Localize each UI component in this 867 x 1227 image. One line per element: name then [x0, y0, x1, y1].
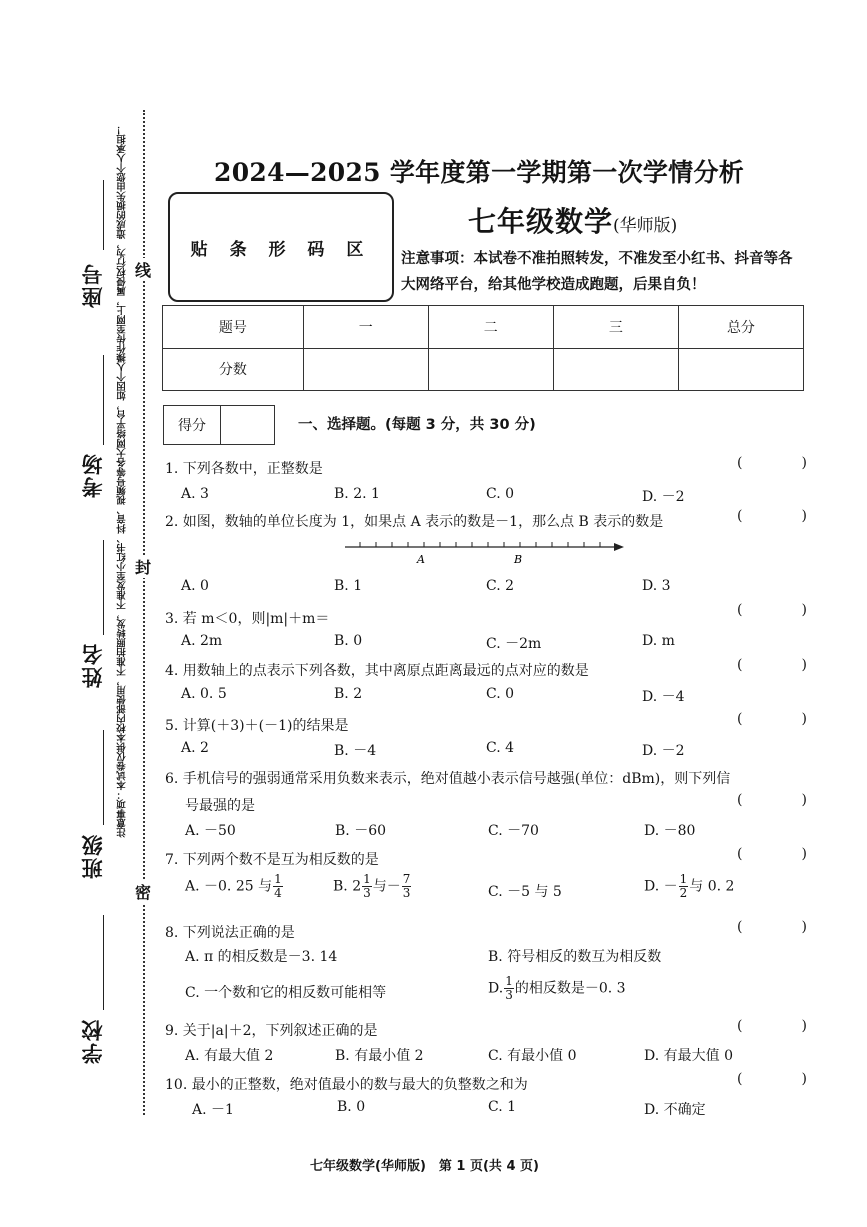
option-a-text: A. －0. 25 与 [185, 878, 273, 895]
fraction-denominator: 3 [363, 886, 371, 900]
option-b: B. 有最小值 2 [335, 1048, 424, 1064]
section-score-label: 得分 [164, 406, 221, 444]
fraction-denominator: 4 [274, 886, 282, 900]
option-b: B. 符号相反的数互为相反数 [488, 949, 662, 965]
subject-edition: (华师版) [613, 216, 678, 236]
option-c: C. 有最小值 0 [488, 1048, 577, 1064]
option-c: C. 一个数和它的相反数可能相等 [185, 985, 387, 1001]
paren-open: ( [737, 919, 743, 935]
answer-blank[interactable] [737, 508, 807, 524]
seat-number-label: 座号 [81, 262, 105, 308]
question-stem: 2. 如图，数轴的单位长度为 1，如果点 A 表示的数是－1，那么点 B 表示的数是 [165, 514, 664, 530]
paren-open: ( [737, 657, 743, 673]
question-6 [165, 768, 805, 788]
section-title: 一、选择题。(每题 3 分，共 30 分) [298, 417, 536, 433]
exam-room-label: 考场 [81, 452, 105, 498]
cut-mark-secret: 密 [135, 880, 151, 903]
section-score-entry[interactable] [221, 406, 274, 444]
option-d: D. －2 [642, 743, 685, 759]
fraction-denominator: 2 [679, 886, 688, 900]
option-d-text: D. － [644, 878, 678, 895]
header-notice: 注意事项：本试卷不准拍照转发，不准发至小红书、抖音等各大网络平台，给其他学校造成跑题，后果自负！ [401, 251, 793, 293]
question-stem: 8. 下列说法正确的是 [165, 925, 295, 941]
strip-notice: 注意事项：本试卷仅供本校内部使用，不准拍照转发，不准发至小红书、抖音、视频号等各大网络平台，如因个人操作传至网上，属侵权行为，造成的损失由您个人承担！ [117, 125, 128, 838]
answer-blank[interactable] [737, 1071, 807, 1087]
option-b-text: B. 2 [333, 878, 362, 895]
class-line [103, 730, 104, 825]
paren-open: ( [737, 602, 743, 618]
fraction-numerator: 1 [505, 974, 513, 988]
option-b: B. 0 [337, 1099, 366, 1115]
option-c: C. －2m [486, 636, 542, 652]
paren-close: ) [801, 1018, 807, 1034]
question-7 [165, 849, 805, 869]
answer-blank[interactable] [737, 846, 807, 862]
fraction [402, 873, 412, 900]
option-a: A. 0. 5 [181, 686, 227, 702]
option-d: D. 3 [642, 578, 671, 594]
answer-blank[interactable] [737, 711, 807, 727]
answer-blank[interactable] [737, 602, 807, 618]
number-line-figure [340, 535, 630, 569]
paren-close: ) [801, 657, 807, 673]
score-entry-cell[interactable] [303, 348, 428, 391]
fraction-numerator: 1 [679, 872, 688, 886]
fraction-numerator: 7 [402, 872, 411, 886]
fraction-denominator: 3 [402, 886, 411, 900]
option-d: D. －2 [642, 489, 685, 505]
fraction [679, 873, 689, 900]
paren-open: ( [737, 711, 743, 727]
cut-mark-seal: 封 [135, 555, 151, 578]
fraction-denominator: 3 [505, 988, 513, 1002]
fraction [273, 873, 283, 900]
option-a: A. 0 [181, 578, 209, 594]
page-footer: 七年级数学(华师版) 第 1 页(共 4 页) [310, 1159, 539, 1174]
score-entry-cell[interactable] [428, 348, 553, 391]
score-table-header-row [163, 306, 804, 349]
question-stem: 5. 计算(＋3)＋(－1)的结果是 [165, 718, 349, 734]
answer-blank[interactable] [737, 455, 807, 471]
option-d: D. 有最大值 0 [644, 1048, 733, 1064]
option-c: C. 0 [486, 486, 515, 502]
option-c: C. －5 与 5 [488, 884, 562, 900]
paren-open: ( [737, 846, 743, 862]
question-stem: 4. 用数轴上的点表示下列各数，其中离原点距离最远的点对应的数是 [165, 663, 589, 679]
fraction [504, 975, 514, 1002]
paren-open: ( [737, 508, 743, 524]
question-stem: 9. 关于|a|＋2，下列叙述正确的是 [165, 1023, 378, 1039]
question-stem: 1. 下列各数中，正整数是 [165, 461, 323, 477]
option-b-text-2: 与－ [372, 878, 401, 895]
option-a [185, 873, 284, 900]
score-table-cell: 一 [303, 306, 428, 349]
option-d [644, 873, 734, 900]
question-10 [165, 1074, 805, 1094]
option-a: A. 3 [181, 486, 209, 502]
paren-open: ( [737, 1018, 743, 1034]
fraction [362, 873, 372, 900]
option-d-text-2: 与 0. 2 [689, 878, 735, 895]
paren-close: ) [801, 1071, 807, 1087]
option-b: B. 2. 1 [334, 486, 380, 502]
paren-close: ) [801, 919, 807, 935]
option-d: D. －80 [644, 823, 696, 839]
cut-mark-line: 线 [135, 258, 151, 281]
answer-blank[interactable] [737, 1018, 807, 1034]
option-a: A. 2 [181, 740, 209, 756]
class-label: 班级 [81, 833, 105, 879]
option-d [488, 975, 626, 1002]
option-b: B. 0 [334, 633, 363, 649]
option-c: C. 2 [486, 578, 515, 594]
option-b [333, 873, 412, 900]
paren-open: ( [737, 455, 743, 471]
subject-heading [468, 200, 677, 240]
question-stem: 7. 下列两个数不是互为相反数的是 [165, 852, 379, 868]
paren-close: ) [801, 792, 807, 808]
option-a: A. －50 [185, 823, 236, 839]
answer-blank[interactable] [737, 919, 807, 935]
option-a: A. －1 [192, 1102, 234, 1118]
option-d-text: D. [488, 980, 504, 997]
option-c: C. 1 [488, 1099, 517, 1115]
answer-blank[interactable] [737, 657, 807, 673]
score-table-cell: 总分 [678, 306, 803, 349]
option-d: D. 不确定 [644, 1102, 706, 1118]
question-6-continued [185, 795, 825, 815]
paren-close: ) [801, 455, 807, 471]
question-9 [165, 1020, 805, 1040]
fraction-numerator: 1 [274, 872, 282, 886]
exam-room-line [103, 355, 104, 445]
fraction-numerator: 1 [363, 872, 371, 886]
paren-close: ) [801, 711, 807, 727]
question-stem: 6. 手机信号的强弱通常采用负数来表示，绝对值越小表示信号越强(单位：dBm)，则下列信 [165, 771, 731, 787]
score-table [162, 305, 804, 391]
subject-name: 七年级数学 [468, 205, 614, 238]
score-entry-cell[interactable] [553, 348, 678, 391]
option-d-text-2: 的相反数是－0. 3 [514, 980, 626, 997]
option-c: C. －70 [488, 823, 539, 839]
option-b: B. －4 [334, 743, 377, 759]
paren-open: ( [737, 1071, 743, 1087]
question-4 [165, 660, 805, 680]
option-c: C. 4 [486, 740, 515, 756]
question-1 [165, 458, 805, 478]
question-3 [165, 608, 805, 628]
question-2 [165, 511, 805, 531]
answer-blank[interactable] [737, 792, 807, 808]
option-b: B. －60 [335, 823, 387, 839]
paren-close: ) [801, 508, 807, 524]
axis-point-b-label: B [514, 553, 523, 566]
question-5 [165, 715, 805, 735]
question-stem: 10. 最小的正整数，绝对值最小的数与最大的负整数之和为 [165, 1077, 528, 1093]
score-table-cell: 二 [428, 306, 553, 349]
option-a: A. 2m [181, 633, 223, 649]
barcode-area: 贴 条 形 码 区 [168, 192, 394, 302]
score-table-score-row [163, 348, 804, 391]
score-table-cell: 三 [553, 306, 678, 349]
name-label: 姓名 [81, 642, 105, 688]
option-b: B. 1 [334, 578, 363, 594]
section-score-box [163, 405, 275, 445]
score-table-cell: 分数 [163, 348, 304, 391]
question-stem: 号最强的是 [185, 798, 255, 814]
option-c: C. 0 [486, 686, 515, 702]
axis-point-a-label: A [417, 553, 425, 566]
seat-number-line [103, 180, 104, 250]
school-line [103, 915, 104, 1010]
paren-open: ( [737, 792, 743, 808]
score-entry-cell[interactable] [678, 348, 803, 391]
option-a: A. 有最大值 2 [185, 1048, 274, 1064]
option-b: B. 2 [334, 686, 363, 702]
paren-close: ) [801, 602, 807, 618]
paren-close: ) [801, 846, 807, 862]
exam-title: 2024—2025 学年度第一学期第一次学情分析 [214, 158, 745, 187]
option-d: D. m [642, 633, 675, 649]
school-label: 学校 [81, 1018, 105, 1064]
question-stem: 3. 若 m＜0，则|m|＋m＝ [165, 611, 330, 627]
question-8 [165, 922, 805, 942]
option-d: D. －4 [642, 689, 685, 705]
name-line [103, 540, 104, 635]
score-table-cell: 题号 [163, 306, 304, 349]
option-a: A. π 的相反数是－3. 14 [185, 949, 338, 965]
